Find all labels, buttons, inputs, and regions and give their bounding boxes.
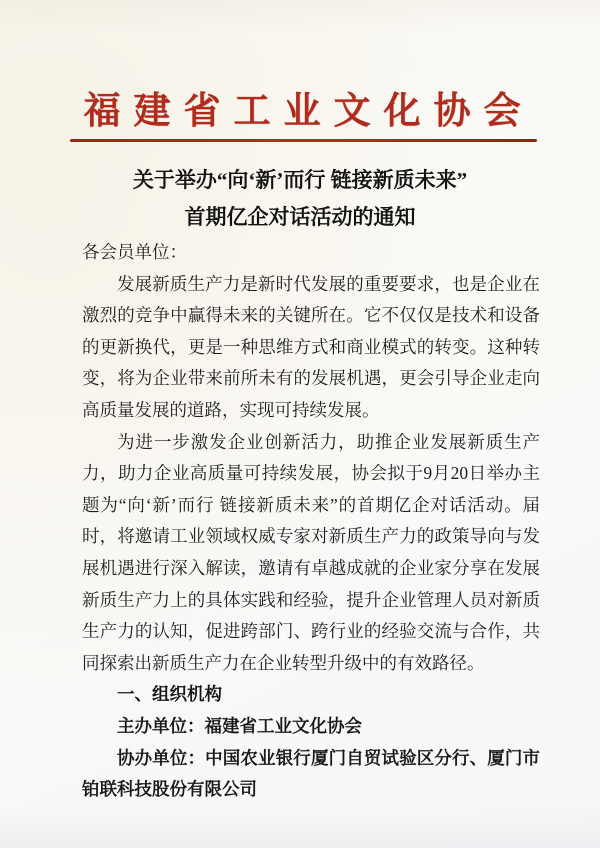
header-divider-rule <box>70 139 537 142</box>
body-paragraph-2: 为进一步激发企业创新活力，助推企业发展新质生产力，助力企业高质量可持续发展，协会拟于9月20日举办主题为“向‘新’而行 链接新质未来”的首期亿企对话活动。届时，将邀请工业领域权威专家对新质生产力的政策导向与发展机遇进行深入解读，邀请有卓越成就的企业家分享在发展新质生产力上的具体实践和经验，提升企业管理人员对新质生产力的认知，促进跨部门、跨行业的经验交流与合作，共同探索出新质生产力在企业转型升级中的有效路径。 <box>82 431 540 673</box>
association-name-header: 福建省工业文化协会 <box>83 91 534 132</box>
cohost-unit-value: 中国农业银行厦门自贸试验区分行、厦门市铂联科技股份有限公司 <box>82 747 541 800</box>
cohost-unit-line <box>82 743 540 806</box>
body-paragraph-1: 发展新质生产力是新时代发展的重要要求，也是企业在激烈的竞争中赢得未来的关键所在。它不仅仅是技术和设备的更新换代，更是一种思维方式和商业模式的转变。这种转变，将为企业带来前所未有的发展机遇，更会引导企业走向高质量发展的道路，实现可持续发展。 <box>82 273 540 420</box>
section-heading-organization: 一、组织机构 <box>117 684 222 705</box>
document-body <box>82 237 540 806</box>
document-title-line2: 首期亿企对话活动的通知 <box>184 205 416 229</box>
host-unit-value: 福建省工业文化协会 <box>204 715 362 736</box>
salutation: 各会员单位： <box>82 242 187 262</box>
document-title-line1: 关于举办“向‘新’而行 链接新质未来” <box>132 168 468 192</box>
host-unit-line <box>82 711 540 743</box>
document-title <box>0 162 600 236</box>
cohost-unit-label: 协办单位： <box>117 747 206 768</box>
host-unit-label: 主办单位： <box>117 715 205 736</box>
